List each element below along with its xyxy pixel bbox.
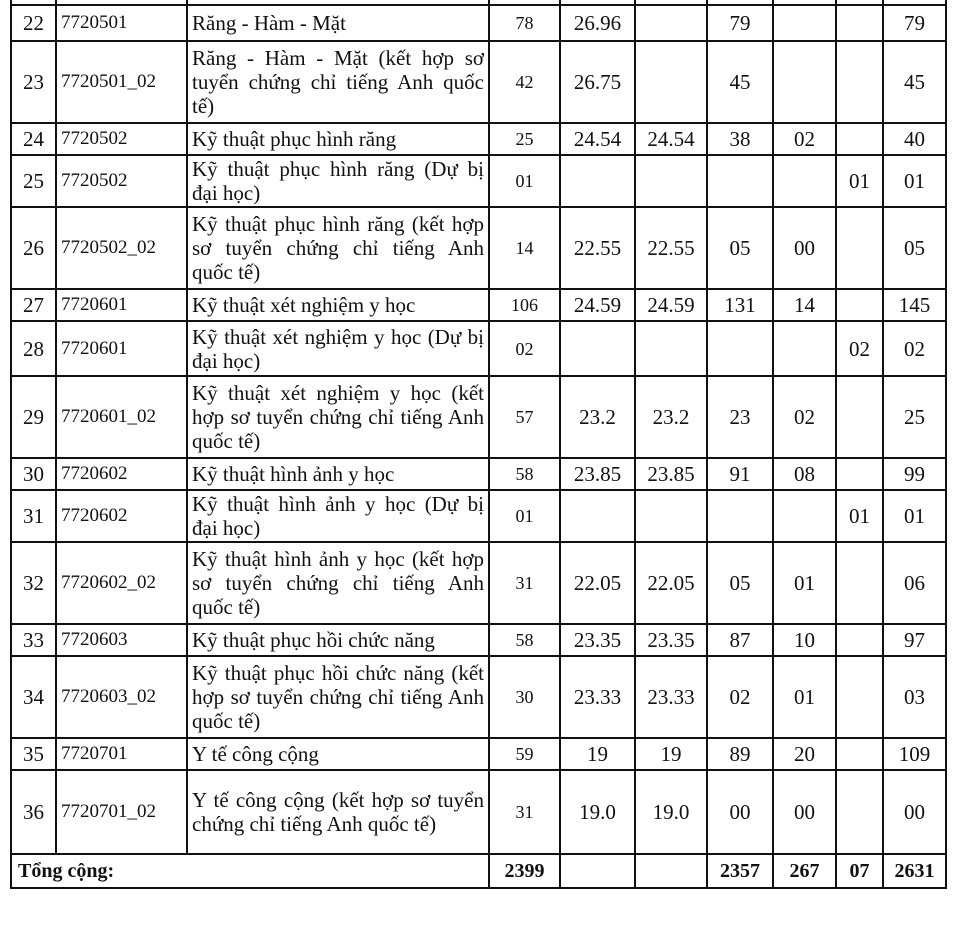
row-number: 31: [11, 490, 56, 542]
score-first: [560, 155, 635, 207]
table-row: [11, 624, 946, 656]
table-row: [11, 770, 946, 854]
program-code: 7720603_02: [56, 656, 187, 738]
row-total: 99: [883, 458, 946, 490]
program-code: 7720602: [56, 458, 187, 490]
admission-results-table: [10, 0, 947, 889]
program-name: Kỹ thuật phục hình răng (Dự bị đại học): [187, 155, 489, 207]
row-number: 26: [11, 207, 56, 289]
score-second: 23.85: [635, 458, 707, 490]
score-second: 23.35: [635, 624, 707, 656]
program-code: 7720601_02: [56, 376, 187, 458]
score-first: 23.33: [560, 656, 635, 738]
totals-quota: 2399: [489, 854, 560, 888]
count-second: [773, 490, 836, 542]
score-first: [560, 490, 635, 542]
score-first: 22.55: [560, 207, 635, 289]
score-second: [635, 321, 707, 376]
count-first: 05: [707, 542, 773, 624]
quota-value: 58: [489, 458, 560, 490]
row-number: 22: [11, 5, 56, 41]
quota-value: 106: [489, 289, 560, 321]
count-third: [836, 376, 883, 458]
count-second: 08: [773, 458, 836, 490]
count-second: 14: [773, 289, 836, 321]
count-third: 01: [836, 490, 883, 542]
count-third: [836, 41, 883, 123]
totals-label: Tổng cộng:: [11, 854, 489, 888]
row-total: 06: [883, 542, 946, 624]
program-code: 7720701: [56, 738, 187, 770]
count-first: 89: [707, 738, 773, 770]
row-number: 27: [11, 289, 56, 321]
quota-value: 58: [489, 624, 560, 656]
quota-value: 59: [489, 738, 560, 770]
quota-value: 30: [489, 656, 560, 738]
program-name: Kỹ thuật phục hình răng (kết hợp sơ tuyển chứng chỉ tiếng Anh quốc tế): [187, 207, 489, 289]
table-row: [11, 542, 946, 624]
count-first: [707, 490, 773, 542]
score-first: 19.0: [560, 770, 635, 854]
totals-score1-empty: [560, 854, 635, 888]
program-name: Y tế công cộng: [187, 738, 489, 770]
count-first: 131: [707, 289, 773, 321]
quota-value: 02: [489, 321, 560, 376]
row-total: 97: [883, 624, 946, 656]
program-name: Kỹ thuật phục hồi chức năng: [187, 624, 489, 656]
row-number: 30: [11, 458, 56, 490]
totals-c2: 267: [773, 854, 836, 888]
count-first: 91: [707, 458, 773, 490]
program-name: Răng - Hàm - Mặt (kết hợp sơ tuyển chứng chỉ tiếng Anh quốc tế): [187, 41, 489, 123]
admission-table-container: [10, 0, 945, 889]
table-row: [11, 321, 946, 376]
row-total: 45: [883, 41, 946, 123]
row-number: 34: [11, 656, 56, 738]
program-name: Kỹ thuật xét nghiệm y học (Dự bị đại học): [187, 321, 489, 376]
row-number: 32: [11, 542, 56, 624]
count-third: [836, 458, 883, 490]
count-first: 79: [707, 5, 773, 41]
count-first: [707, 155, 773, 207]
program-name: Kỹ thuật phục hồi chức năng (kết hợp sơ tuyển chứng chỉ tiếng Anh quốc tế): [187, 656, 489, 738]
program-code: 7720501: [56, 5, 187, 41]
count-third: [836, 624, 883, 656]
table-row: [11, 656, 946, 738]
count-second: [773, 5, 836, 41]
count-second: 02: [773, 376, 836, 458]
program-code: 7720602_02: [56, 542, 187, 624]
row-total: 145: [883, 289, 946, 321]
score-second: [635, 41, 707, 123]
program-code: 7720602: [56, 490, 187, 542]
score-first: 24.54: [560, 123, 635, 155]
score-second: 24.59: [635, 289, 707, 321]
row-total: 79: [883, 5, 946, 41]
program-code: 7720701_02: [56, 770, 187, 854]
score-first: 22.05: [560, 542, 635, 624]
count-second: [773, 321, 836, 376]
score-second: 19: [635, 738, 707, 770]
count-second: 10: [773, 624, 836, 656]
row-total: 25: [883, 376, 946, 458]
row-number: 36: [11, 770, 56, 854]
quota-value: 01: [489, 490, 560, 542]
row-total: 02: [883, 321, 946, 376]
count-third: 02: [836, 321, 883, 376]
score-second: 22.05: [635, 542, 707, 624]
row-number: 35: [11, 738, 56, 770]
program-name: Kỹ thuật xét nghiệm y học (kết hợp sơ tuyển chứng chỉ tiếng Anh quốc tế): [187, 376, 489, 458]
row-number: 29: [11, 376, 56, 458]
table-row: [11, 289, 946, 321]
count-second: 00: [773, 770, 836, 854]
totals-total: 2631: [883, 854, 946, 888]
row-number: 24: [11, 123, 56, 155]
count-third: [836, 738, 883, 770]
table-body: [11, 0, 946, 854]
quota-value: 57: [489, 376, 560, 458]
totals-row: [11, 854, 946, 888]
count-second: 01: [773, 542, 836, 624]
score-second: [635, 490, 707, 542]
table-row: [11, 458, 946, 490]
count-first: 38: [707, 123, 773, 155]
table-row: [11, 207, 946, 289]
program-name: Kỹ thuật xét nghiệm y học: [187, 289, 489, 321]
program-code: 7720502_02: [56, 207, 187, 289]
score-second: [635, 155, 707, 207]
count-third: [836, 289, 883, 321]
score-second: 23.2: [635, 376, 707, 458]
table-row: [11, 738, 946, 770]
score-second: 24.54: [635, 123, 707, 155]
count-third: [836, 207, 883, 289]
row-total: 01: [883, 155, 946, 207]
count-second: [773, 155, 836, 207]
count-third: 01: [836, 155, 883, 207]
table-row: [11, 376, 946, 458]
count-first: 02: [707, 656, 773, 738]
quota-value: 31: [489, 542, 560, 624]
score-first: 26.96: [560, 5, 635, 41]
table-row: [11, 123, 946, 155]
count-second: 02: [773, 123, 836, 155]
count-second: 20: [773, 738, 836, 770]
totals-c1: 2357: [707, 854, 773, 888]
quota-value: 01: [489, 155, 560, 207]
count-first: 45: [707, 41, 773, 123]
totals-score2-empty: [635, 854, 707, 888]
count-second: [773, 41, 836, 123]
program-name: Kỹ thuật hình ảnh y học: [187, 458, 489, 490]
row-number: 23: [11, 41, 56, 123]
program-name: Răng - Hàm - Mặt: [187, 5, 489, 41]
table-row: [11, 155, 946, 207]
count-first: 23: [707, 376, 773, 458]
score-second: [635, 5, 707, 41]
score-second: 23.33: [635, 656, 707, 738]
row-total: 01: [883, 490, 946, 542]
program-code: 7720603: [56, 624, 187, 656]
count-second: 00: [773, 207, 836, 289]
table-row: [11, 490, 946, 542]
quota-value: 42: [489, 41, 560, 123]
row-total: 03: [883, 656, 946, 738]
score-second: 19.0: [635, 770, 707, 854]
count-first: 05: [707, 207, 773, 289]
score-first: 26.75: [560, 41, 635, 123]
totals-c3: 07: [836, 854, 883, 888]
table-row: [11, 41, 946, 123]
score-first: [560, 321, 635, 376]
row-number: 33: [11, 624, 56, 656]
count-third: [836, 656, 883, 738]
program-name: Kỹ thuật phục hình răng: [187, 123, 489, 155]
count-third: [836, 542, 883, 624]
program-code: 7720502: [56, 123, 187, 155]
row-number: 28: [11, 321, 56, 376]
quota-value: 78: [489, 5, 560, 41]
count-third: [836, 123, 883, 155]
program-name: Y tế công cộng (kết hợp sơ tuyển chứng chỉ tiếng Anh quốc tế): [187, 770, 489, 854]
row-total: 40: [883, 123, 946, 155]
row-total: 05: [883, 207, 946, 289]
count-second: 01: [773, 656, 836, 738]
count-third: [836, 770, 883, 854]
score-first: 23.85: [560, 458, 635, 490]
quota-value: 25: [489, 123, 560, 155]
program-name: Kỹ thuật hình ảnh y học (Dự bị đại học): [187, 490, 489, 542]
count-first: 00: [707, 770, 773, 854]
table-row: [11, 5, 946, 41]
row-total: 00: [883, 770, 946, 854]
row-number: 25: [11, 155, 56, 207]
score-first: 24.59: [560, 289, 635, 321]
score-first: 23.2: [560, 376, 635, 458]
count-first: [707, 321, 773, 376]
program-code: 7720502: [56, 155, 187, 207]
program-code: 7720601: [56, 321, 187, 376]
quota-value: 14: [489, 207, 560, 289]
program-code: 7720501_02: [56, 41, 187, 123]
program-code: 7720601: [56, 289, 187, 321]
score-second: 22.55: [635, 207, 707, 289]
score-first: 19: [560, 738, 635, 770]
program-name: Kỹ thuật hình ảnh y học (kết hợp sơ tuyển chứng chỉ tiếng Anh quốc tế): [187, 542, 489, 624]
count-first: 87: [707, 624, 773, 656]
score-first: 23.35: [560, 624, 635, 656]
count-third: [836, 5, 883, 41]
quota-value: 31: [489, 770, 560, 854]
row-total: 109: [883, 738, 946, 770]
